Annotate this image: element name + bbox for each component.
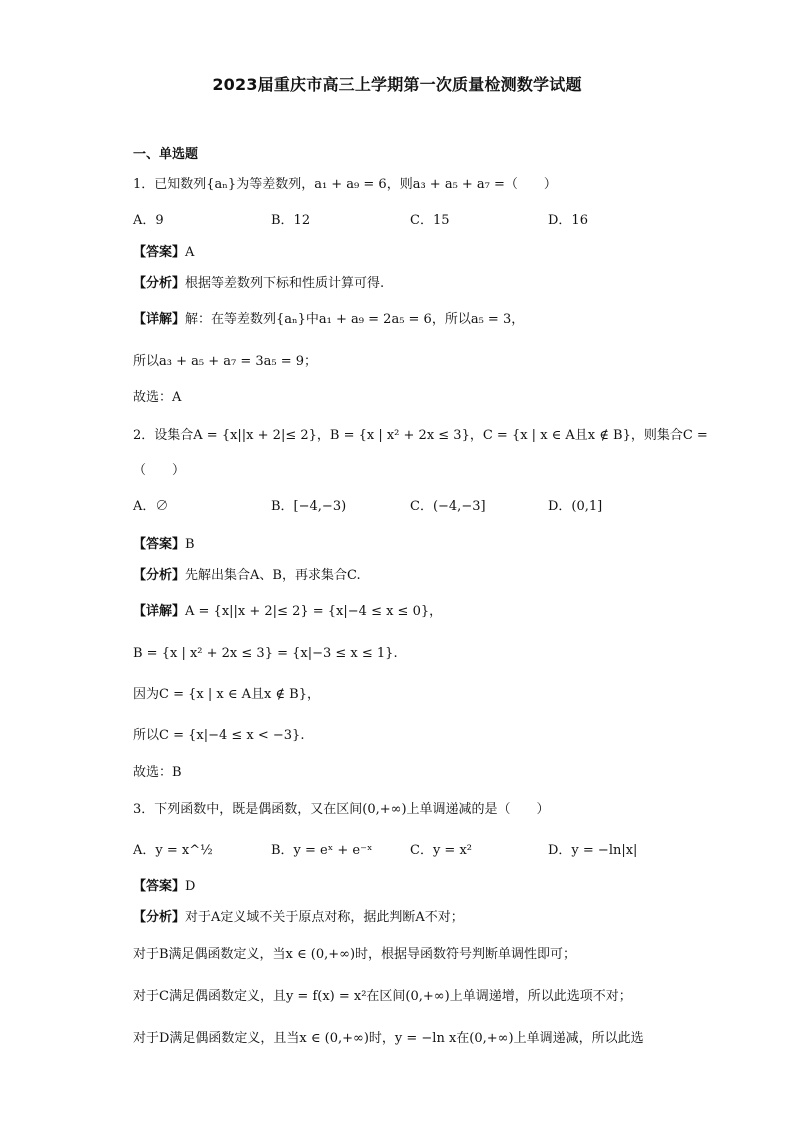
analysis-text: 先解出集合A、B，再求集合C. <box>185 568 361 583</box>
detail-text: 解：在等差数列{aₙ}中a₁ + a₉ = 2a₅ = 6，所以a₅ = 3， <box>185 312 525 327</box>
q1-detail-line: 所以a₃ + a₅ + a₇ = 3a₅ = 9； <box>133 354 318 369</box>
q1-answer <box>133 244 194 262</box>
answer-value: B <box>185 537 195 552</box>
answer-tag: 【答案】 <box>133 879 186 894</box>
q2-option-d: D．(0,1] <box>548 499 603 514</box>
analysis-tag: 【分析】 <box>133 276 186 291</box>
page-title: 2023届重庆市高三上学期第一次质量检测数学试题 <box>212 75 582 94</box>
q2-detail-line: 所以C = {x|−4 ≤ x < −3}. <box>133 728 305 743</box>
q1-detail <box>133 311 524 329</box>
q1-analysis <box>133 275 384 293</box>
q2-detail-line: 因为C = {x | x ∈ A且x ∉ B}， <box>133 687 321 702</box>
analysis-tag: 【分析】 <box>133 568 186 583</box>
q1-detail-line: 故选：A <box>133 390 182 405</box>
q3-option-a: A．y = x^½ <box>133 843 213 858</box>
q3-analysis-line: 对于C满足偶函数定义，且y = f(x) = x²在区间(0,+∞)上单调递增，所以此选项不对； <box>133 989 632 1004</box>
answer-value: D <box>185 879 196 894</box>
q1-option-c: C．15 <box>410 213 450 228</box>
detail-tag: 【详解】 <box>133 312 186 327</box>
q1-option-a: A．9 <box>133 213 164 228</box>
answer-tag: 【答案】 <box>133 245 186 260</box>
q1-option-b: B．12 <box>271 213 311 228</box>
q1-stem: 1．已知数列{aₙ}为等差数列，a₁ + a₉ = 6，则a₃ + a₅ + a₇ =（ ） <box>133 177 557 192</box>
q2-detail-line: B = {x | x² + 2x ≤ 3} = {x|−3 ≤ x ≤ 1}. <box>133 646 398 661</box>
answer-tag: 【答案】 <box>133 537 186 552</box>
analysis-text: 对于A定义域不关于原点对称，据此判断A不对； <box>185 910 464 925</box>
q2-detail <box>133 603 442 621</box>
q2-stem-cont: （ ） <box>133 463 186 478</box>
q2-analysis <box>133 567 361 585</box>
detail-tag: 【详解】 <box>133 604 186 619</box>
q3-option-b: B．y = eˣ + e⁻ˣ <box>271 843 373 858</box>
section-heading: 一、单选题 <box>133 147 199 162</box>
analysis-text: 根据等差数列下标和性质计算可得. <box>185 276 385 291</box>
q3-analysis-line: 对于B满足偶函数定义，当x ∈ (0,+∞)时，根据导函数符号判断单调性即可； <box>133 947 577 962</box>
answer-value: A <box>185 245 195 260</box>
q2-option-b: B．[−4,−3) <box>271 499 347 514</box>
q3-stem: 3．下列函数中，既是偶函数，又在区间(0,+∞)上单调递减的是（ ） <box>133 802 550 817</box>
q3-option-c: C．y = x² <box>410 843 472 858</box>
q2-stem: 2．设集合A = {x||x + 2|≤ 2}，B = {x | x² + 2x ≤ 3}，C = {x | x ∈ A且x ∉ B}，则集合C = <box>133 428 708 443</box>
q2-option-a: A．∅ <box>133 499 169 514</box>
q3-analysis-line: 对于D满足偶函数定义，且当x ∈ (0,+∞)时，y = −ln x在(0,+∞)上单调递减，所以此选 <box>133 1031 644 1046</box>
q3-answer <box>133 878 195 896</box>
q2-answer <box>133 536 195 554</box>
q2-detail-line: 故选：B <box>133 765 182 780</box>
q2-option-c: C．(−4,−3] <box>410 499 486 514</box>
q1-option-d: D．16 <box>548 213 588 228</box>
analysis-tag: 【分析】 <box>133 910 186 925</box>
detail-text: A = {x||x + 2|≤ 2} = {x|−4 ≤ x ≤ 0}， <box>185 604 443 619</box>
q3-analysis <box>133 909 464 927</box>
q3-option-d: D．y = −ln|x| <box>548 843 638 858</box>
